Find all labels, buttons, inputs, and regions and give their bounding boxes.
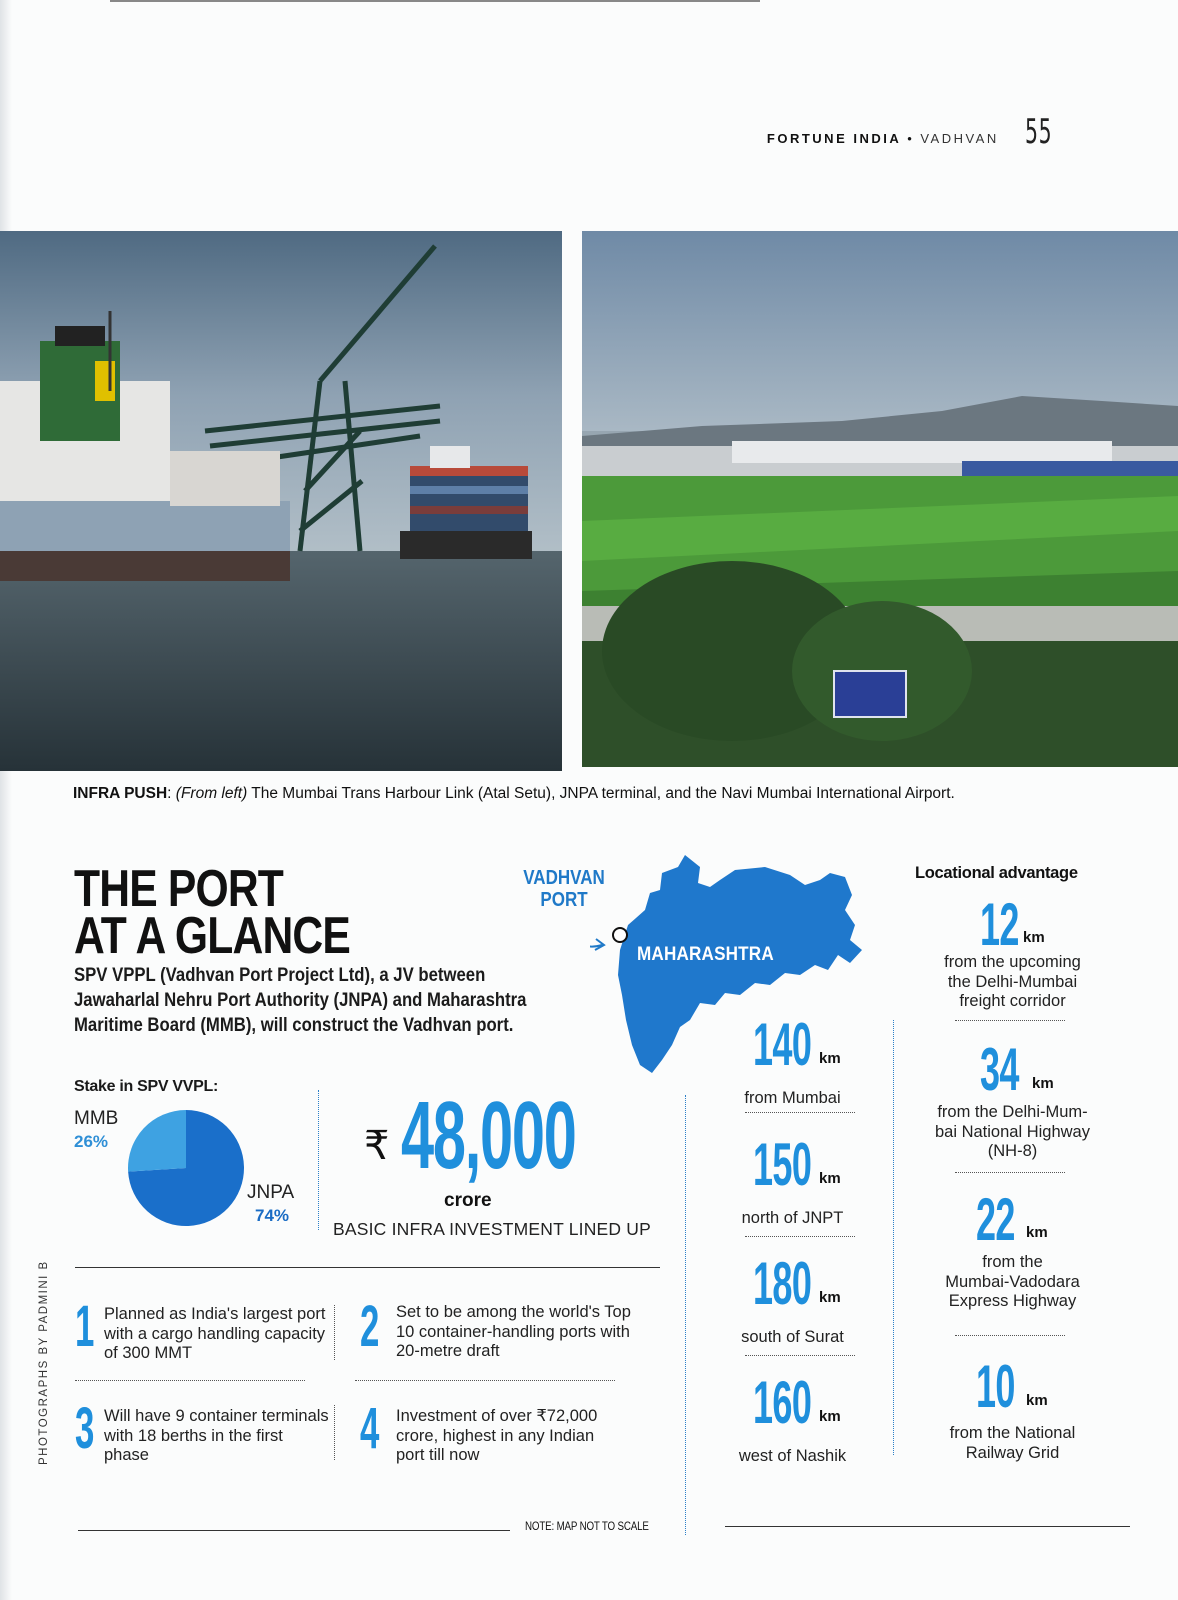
locational-text-line: Mumbai-Vadodara (945, 1272, 1080, 1291)
distance-text: south of Surat (741, 1328, 844, 1346)
stake-title: Stake in SPV VVPL: (74, 1078, 218, 1095)
locational-rule (955, 1020, 1065, 1021)
pie-slice-mmb (128, 1110, 186, 1172)
fact-3-text: Will have 9 container terminals with 18 berths in the first phase (104, 1407, 329, 1464)
footer-rule-right (725, 1526, 1130, 1527)
locational-text-line: (NH-8) (987, 1142, 1038, 1160)
locational-text (920, 1103, 1105, 1162)
locational-text (920, 1253, 1105, 1312)
fact-2-number: 2 (360, 1294, 380, 1359)
title-line-2: AT A GLANCE (74, 907, 351, 965)
distance-unit: km (819, 1289, 841, 1306)
locational-text (920, 953, 1105, 1012)
rupee-symbol: ₹ (364, 1124, 390, 1168)
fact-1-number: 1 (75, 1294, 95, 1359)
fact-row-rule-right (355, 1380, 615, 1381)
distance-text: north of JNPT (741, 1209, 844, 1227)
locational-text-line: from the (982, 1253, 1043, 1271)
fact-1-text: Planned as India's largest port with a cargo handling capacity of 300 MMT (104, 1305, 326, 1362)
distance-rule (745, 1112, 855, 1113)
locational-item (920, 1036, 1105, 1162)
locational-unit: km (1032, 1075, 1054, 1092)
locational-unit: km (1023, 929, 1045, 946)
footer-rule-left (78, 1530, 510, 1531)
locational-item (920, 1186, 1105, 1312)
caption-text: The Mumbai Trans Harbour Link (Atal Setu), JNPA terminal, and the Navi Mumbai International Airport. (247, 785, 955, 802)
page-title (74, 860, 351, 965)
fact-4-text: Investment of over ₹72,000 crore, highest in any Indian port till now (396, 1407, 598, 1464)
caption-italic: (From left) (175, 785, 248, 802)
investment-label: BASIC INFRA INVESTMENT LINED UP (333, 1219, 652, 1239)
distance-column-divider (685, 1095, 686, 1535)
page-number: 55 (1024, 112, 1052, 152)
locational-number: 12 (980, 891, 1019, 958)
locational-text-line: from the National (949, 1424, 1076, 1442)
jnpa-percent: 74% (255, 1206, 290, 1225)
distance-rule (745, 1355, 855, 1356)
distance-number: 140 (753, 1011, 812, 1078)
map-note: NOTE: MAP NOT TO SCALE (525, 1521, 649, 1533)
magazine-name: FORTUNE INDIA (766, 131, 902, 146)
locational-text-line: Railway Grid (965, 1443, 1060, 1462)
vadhvan-label-line-1: VADHVAN (523, 867, 605, 889)
investment-amount: 48,000 (401, 1082, 576, 1189)
distance-number: 180 (753, 1250, 812, 1317)
distance-text: from Mumbai (744, 1089, 841, 1107)
locational-text-line: the Delhi-Mumbai (947, 972, 1078, 991)
mmb-percent: 26% (74, 1132, 109, 1151)
locational-rule (955, 1335, 1065, 1336)
locational-unit: km (1026, 1392, 1048, 1409)
caption-colon: : (167, 785, 176, 802)
distance-unit: km (819, 1050, 841, 1067)
mmb-label: MMB (74, 1108, 119, 1129)
maharashtra-label: MAHARASHTRA (637, 944, 774, 965)
intro-paragraph: SPV VPPL (Vadhvan Port Project Ltd), a JV between Jawaharlal Nehru Port Authority (JNPA) and Maharashtra Maritime Board (MMB), will construct the Vadhvan port. (74, 965, 527, 1036)
locational-title: Locational advantage (915, 864, 1078, 882)
distance-item (725, 1369, 860, 1467)
locational-number: 22 (976, 1186, 1015, 1253)
caption-lead: INFRA PUSH (73, 785, 168, 802)
fact-2-text: Set to be among the world's Top 10 container-handling ports with 20-metre draft (396, 1303, 631, 1360)
locational-text-line: freight corridor (959, 992, 1066, 1010)
photo-credit: PHOTOGRAPHS BY PADMINI B (38, 1260, 50, 1465)
locational-divider (893, 1020, 894, 1455)
locational-text-line: Express Highway (948, 1292, 1077, 1310)
fact-divider-2 (334, 1405, 335, 1460)
fact-3-number: 3 (75, 1396, 95, 1461)
photo-caption (73, 785, 955, 803)
distance-unit: km (819, 1408, 841, 1425)
distance-item (725, 1011, 860, 1109)
distance-unit: km (819, 1170, 841, 1187)
locational-text-line: from the Delhi-Mum- (937, 1103, 1088, 1121)
locational-rule (955, 1172, 1065, 1173)
vadhvan-port-marker-icon (613, 928, 627, 942)
running-header (767, 112, 1070, 152)
distance-rule (745, 1236, 855, 1237)
locational-item (920, 891, 1105, 1012)
header-separator: • (907, 131, 915, 146)
locational-number: 34 (980, 1036, 1019, 1103)
locational-text-line: from the upcoming (944, 953, 1081, 971)
photo-navi-mumbai-airport (582, 231, 1178, 767)
locational-text-line: bai National Highway (934, 1122, 1090, 1141)
locational-text (920, 1424, 1105, 1463)
locational-number: 10 (976, 1353, 1015, 1420)
distance-item (725, 1131, 860, 1229)
distance-number: 160 (753, 1369, 812, 1436)
locational-item (920, 1353, 1105, 1463)
port-scene (0, 231, 562, 771)
arrow-head-icon (595, 939, 604, 950)
airport-scene (582, 231, 1178, 767)
stake-pie-chart (125, 1107, 247, 1229)
section-name: VADHVAN (920, 131, 999, 146)
jnpa-label: JNPA (247, 1182, 295, 1203)
distance-text: west of Nashik (738, 1447, 847, 1465)
photo-jnpa-terminal (0, 231, 562, 771)
investment-unit: crore (444, 1190, 492, 1211)
stake-divider (318, 1090, 319, 1230)
title-line-1: THE PORT (74, 860, 284, 918)
vadhvan-label-line-2: PORT (540, 889, 588, 911)
fact-4-number: 4 (360, 1396, 380, 1461)
locational-unit: km (1026, 1224, 1048, 1241)
top-rule (110, 0, 760, 2)
fact-row-rule-left (75, 1380, 305, 1381)
distance-item (725, 1250, 860, 1348)
facts-top-rule (75, 1267, 660, 1268)
fact-divider-1 (334, 1305, 335, 1360)
distance-number: 150 (753, 1131, 812, 1198)
